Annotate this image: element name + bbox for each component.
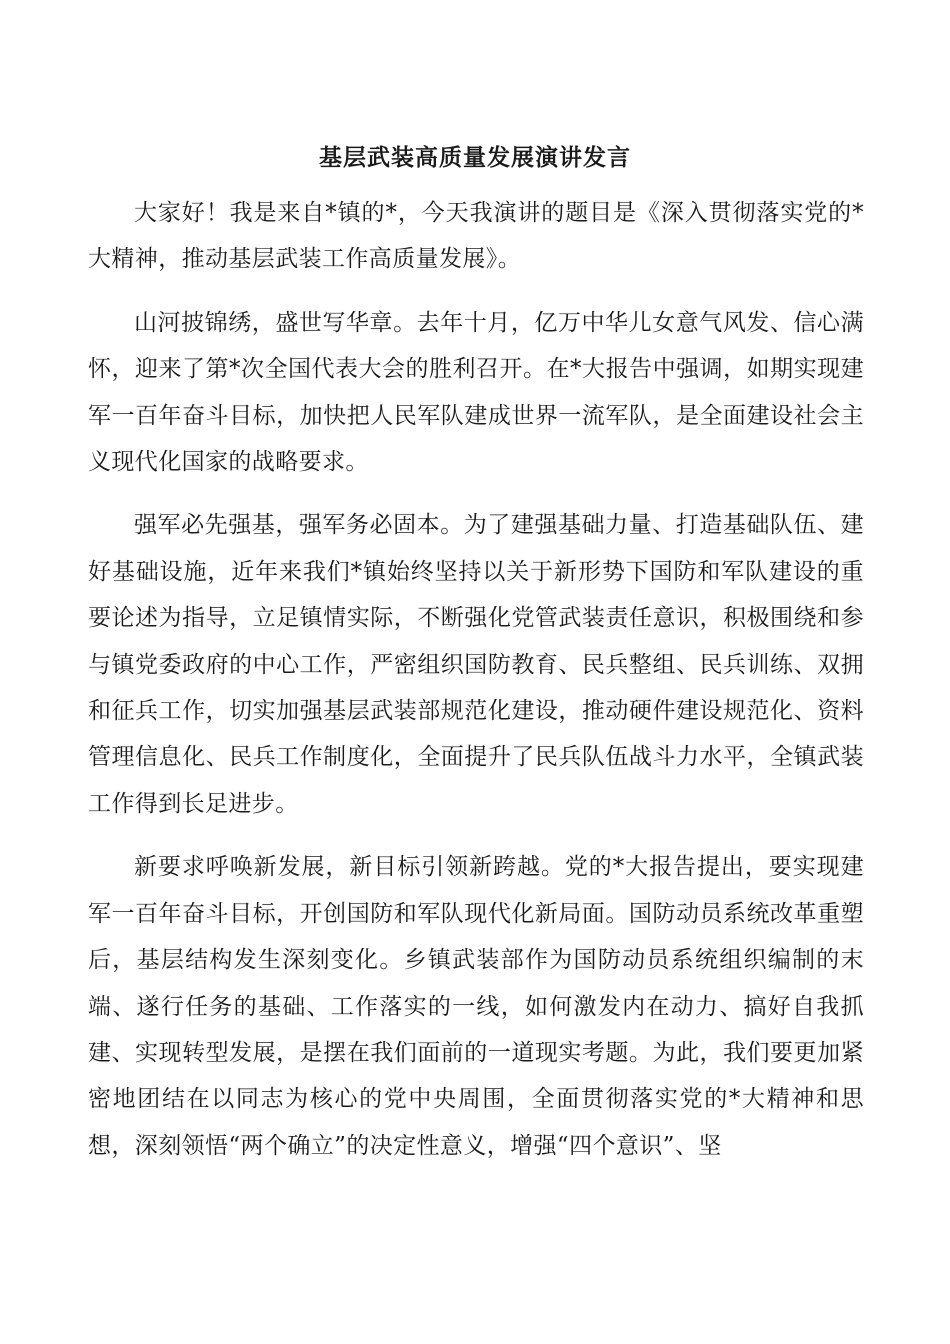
paragraph-greeting: 大家好！我是来自*镇的*，今天我演讲的题目是《深入贯彻落实党的*大精神，推动基层武装工作高质量发展》。 bbox=[88, 200, 864, 273]
document-title: 基层武装高质量发展演讲发言 bbox=[319, 144, 631, 171]
document-body bbox=[88, 190, 864, 1186]
paragraph-new-requirements: 新要求呼唤新发展，新目标引领新跨越。党的*大报告提出，要实现建军一百年奋斗目标，开创国防和军队现代化新局面。国防动员系统改革重塑后，基层结构发生深刻变化。乡镇武装部作为国防动员系统组织编制的末端、遂行任务的基础、工作落实的一线，如何激发内在动力、搞好自我抓建、实现转型发展，是摆在我们面前的一道现实考题。为此，我们要更加紧密地团结在以同志为核心的党中央周围，全面贯彻落实党的*大精神和思想，深刻领悟“两个确立”的决定性意义，增强“四个意识”、坚 bbox=[88, 854, 864, 1159]
paragraph-foundation: 强军必先强基，强军务必固本。为了建强基础力量、打造基础队伍、建好基础设施，近年来我们*镇始终坚持以关于新形势下国防和军队建设的重要论述为指导，立足镇情实际，不断强化党管武装责任意识，积极围绕和参与镇党委政府的中心工作，严密组织国防教育、民兵整组、民兵训练、双拥和征兵工作，切实加强基层武装部规范化建设，推动硬件建设规范化、资料管理信息化、民兵工作制度化，全面提升了民兵队伍战斗力水平，全镇武装工作得到长足进步。 bbox=[88, 512, 864, 817]
paragraph-congress: 山河披锦绣，盛世写华章。去年十月，亿万中华儿女意气风发、信心满怀，迎来了第*次全国代表大会的胜利召开。在*大报告中强调，如期实现建军一百年奋斗目标，加快把人民军队建成世界一流军队，是全面建设社会主义现代化国家的战略要求。 bbox=[88, 309, 864, 476]
